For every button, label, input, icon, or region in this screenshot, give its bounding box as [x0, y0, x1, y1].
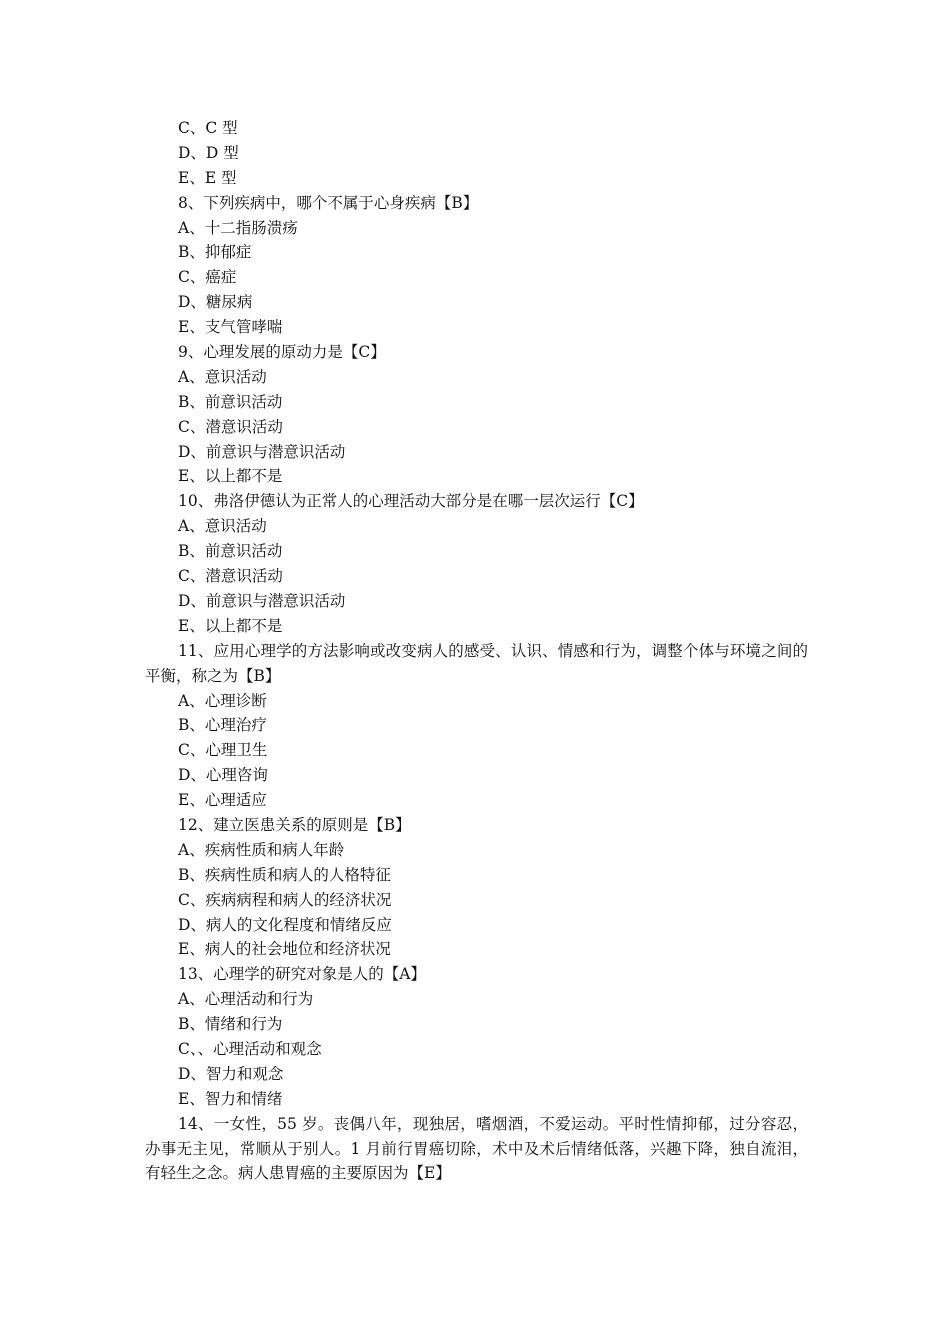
question-13: 13、心理学的研究对象是人的【A】 [178, 965, 426, 984]
option-line: C、、心理活动和观念 [178, 1039, 322, 1058]
question-14: 14、一女性，55 岁。丧偶八年，现独居，嗜烟酒，不爱运动。平时性情抑郁，过分容忍，办事无主见，常顺从于别人。1 月前行胃癌切除，术中及术后情绪低落，兴趣下降，独自流泪，有轻生之念。病人患胃癌的主要原因为【E】 [145, 1114, 808, 1183]
option-line: B、情绪和行为 [178, 1015, 283, 1034]
option-line: B、疾病性质和病人的人格特征 [178, 865, 391, 884]
question-10: 10、弗洛伊德认为正常人的心理活动大部分是在哪一层次运行【C】 [178, 492, 644, 511]
question-9: 9、心理发展的原动力是【C】 [178, 343, 386, 362]
document-body [145, 116, 808, 1186]
option-line: C、疾病病程和病人的经济状况 [178, 890, 392, 909]
option-line: A、疾病性质和病人年龄 [178, 840, 345, 859]
option-line: D、前意识与潜意识活动 [178, 442, 346, 461]
option-line: B、心理治疗 [178, 716, 267, 735]
text-line: C、C 型 [178, 119, 238, 137]
question-11: 11、应用心理学的方法影响或改变病人的感受、认识、情感和行为，调整个体与环境之间的平衡，称之为【B】 [145, 641, 808, 685]
option-line: E、以上都不是 [178, 467, 283, 486]
option-line: C、潜意识活动 [178, 567, 283, 586]
option-line: A、十二指肠溃疡 [178, 218, 298, 237]
option-line: C、心理卫生 [178, 741, 268, 760]
option-line: E、病人的社会地位和经济状况 [178, 940, 391, 959]
option-line: A、心理诊断 [178, 691, 267, 710]
option-line: C、癌症 [178, 268, 237, 287]
option-line: D、智力和观念 [178, 1064, 284, 1083]
option-line: A、意识活动 [178, 367, 267, 386]
option-line: D、病人的文化程度和情绪反应 [178, 915, 392, 934]
option-line: A、心理活动和行为 [178, 990, 314, 1009]
text-line: E、E 型 [178, 168, 237, 187]
option-line: E、智力和情绪 [178, 1089, 283, 1108]
option-line: D、前意识与潜意识活动 [178, 591, 346, 610]
option-line: E、心理适应 [178, 791, 267, 810]
option-line: D、糖尿病 [178, 293, 253, 312]
option-line: E、以上都不是 [178, 616, 283, 635]
question-12: 12、建立医患关系的原则是【B】 [178, 815, 411, 834]
option-line: E、支气管哮喘 [178, 318, 283, 337]
option-line: B、抑郁症 [178, 243, 252, 262]
option-line: C、潜意识活动 [178, 417, 283, 436]
question-8: 8、下列疾病中，哪个不属于心身疾病【B】 [178, 193, 479, 212]
text-line: D、D 型 [178, 143, 239, 162]
option-line: B、前意识活动 [178, 542, 283, 561]
option-line: A、意识活动 [178, 517, 267, 536]
option-line: B、前意识活动 [178, 392, 283, 411]
option-line: D、心理咨询 [178, 766, 268, 785]
